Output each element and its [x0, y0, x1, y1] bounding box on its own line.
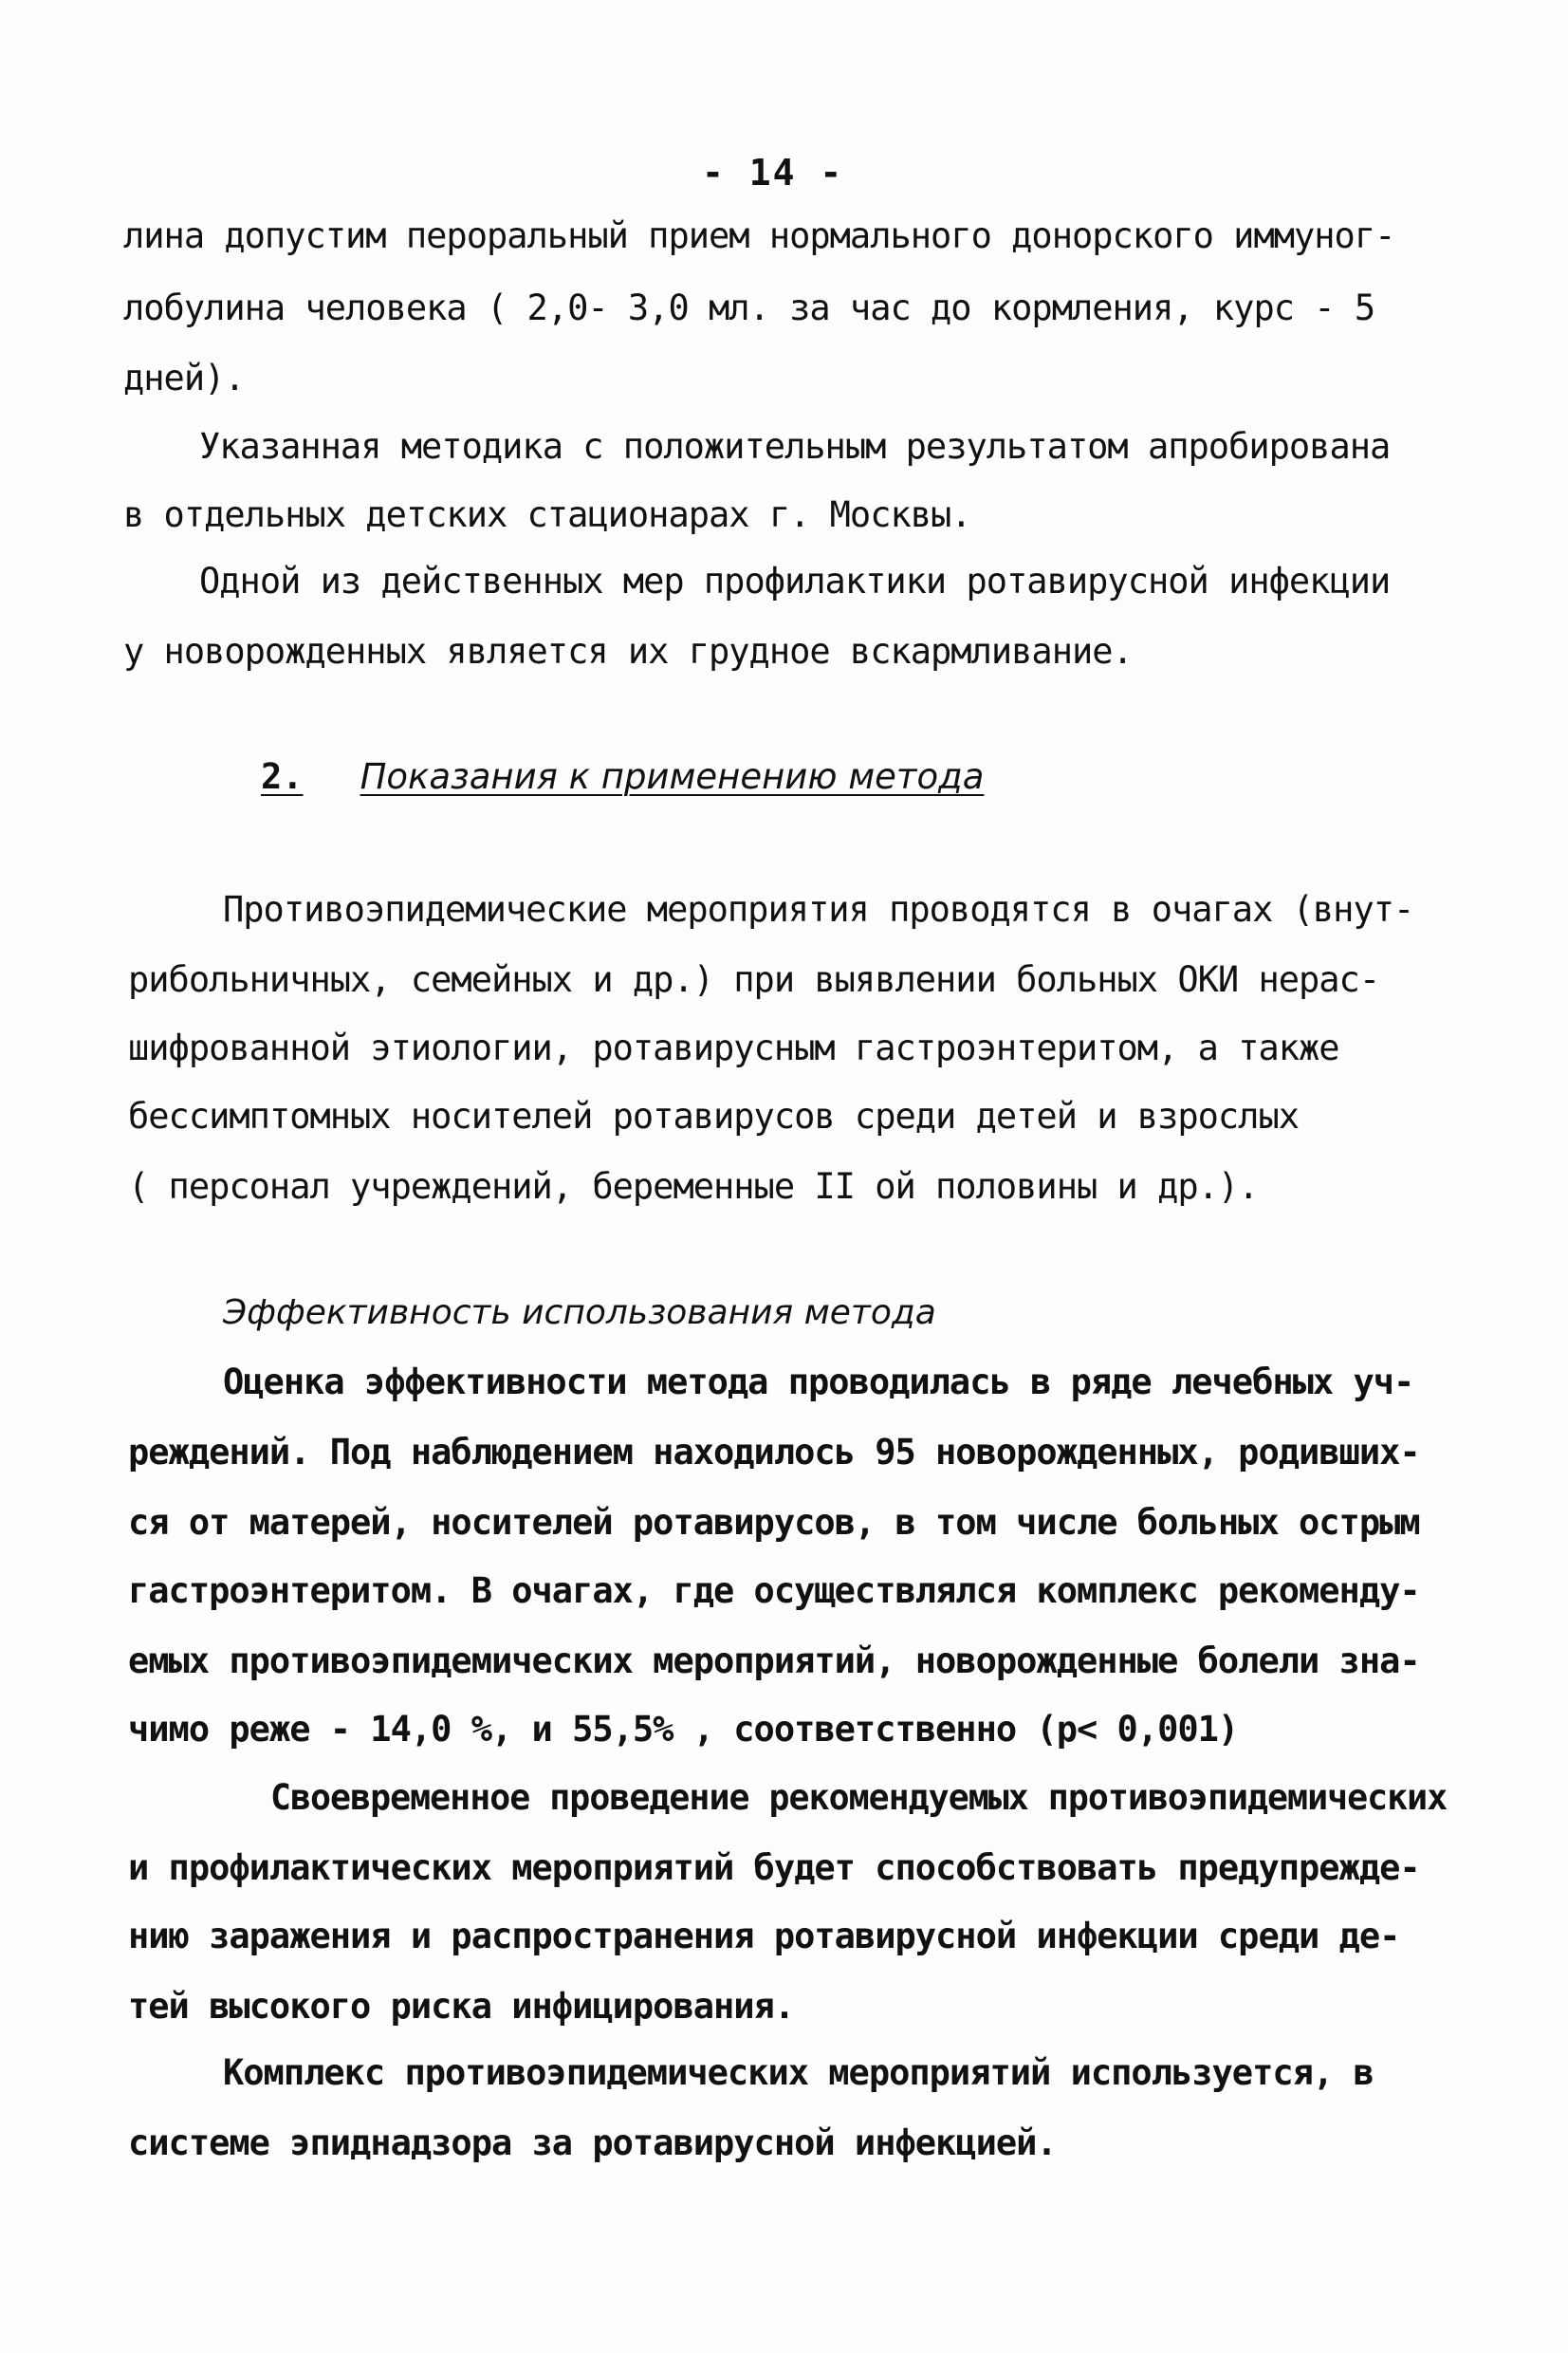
text-line: Своевременное проведение рекомендуемых противоэпидемических	[270, 1777, 1448, 1818]
text-line: Оценка эффективности метода проводилась в ряде лечебных уч-	[223, 1362, 1414, 1402]
text-line: ( персонал учреждений, беременные II ой половины и др.).	[128, 1166, 1259, 1207]
text-line: лобулина человека ( 2,0- 3,0 мл. за час до кормления, курс - 5	[123, 287, 1375, 328]
text-line: емых противоэпидемических мероприятий, новорожденные болели зна-	[128, 1640, 1420, 1681]
section-number: 2.	[261, 756, 304, 797]
text-line: Одной из действенных мер профилактики ротавирусной инфекции	[199, 561, 1391, 602]
text-line: Указанная методика с положительным результатом апробирована	[199, 426, 1391, 467]
text-line: нию заражения и распространения ротавирусной инфекции среди де-	[128, 1916, 1400, 1956]
text-line: Противоэпидемические мероприятия проводятся в очагах (внут-	[223, 889, 1414, 930]
subsection-heading: Эффективность использования метода	[223, 1293, 936, 1332]
text-line: чимо реже - 14,0 %, и 55,5% , соответственно (p< 0,001)	[128, 1709, 1239, 1750]
text-line: у новорожденных является их грудное вскармливание.	[123, 631, 1133, 672]
text-line: и профилактических мероприятий будет способствовать предупрежде-	[128, 1847, 1420, 1888]
text-line: тей высокого риска инфицирования.	[128, 1986, 795, 2027]
text-line: бессимптомных носителей ротавирусов среди детей и взрослых	[128, 1096, 1300, 1137]
section-title: Показания к применению метода	[360, 756, 985, 797]
text-line: рибольничных, семейных и др.) при выявлении больных ОКИ нерас-	[128, 959, 1380, 1000]
section-heading	[261, 756, 985, 797]
text-line: дней).	[123, 358, 245, 398]
text-line: шифрованной этиологии, ротавирусным гастроэнтеритом, а также	[128, 1028, 1339, 1068]
text-line: гастроэнтеритом. В очагах, где осуществлялся комплекс рекоменду-	[128, 1570, 1420, 1611]
text-line: Комплекс противоэпидемических мероприятий используется, в	[223, 2052, 1374, 2093]
text-line: реждений. Под наблюдением находилось 95 новорожденных, родивших-	[128, 1432, 1420, 1473]
text-line: ся от матерей, носителей ротавирусов, в том числе больных острым	[128, 1502, 1420, 1543]
text-line: в отдельных детских стационарах г. Москвы.	[123, 494, 971, 535]
text-line: лина допустим пероральный прием нормального донорского иммуног-	[123, 215, 1395, 256]
text-line: системе эпиднадзора за ротавирусной инфекцией.	[128, 2122, 1057, 2163]
page-number: - 14 -	[702, 152, 844, 194]
